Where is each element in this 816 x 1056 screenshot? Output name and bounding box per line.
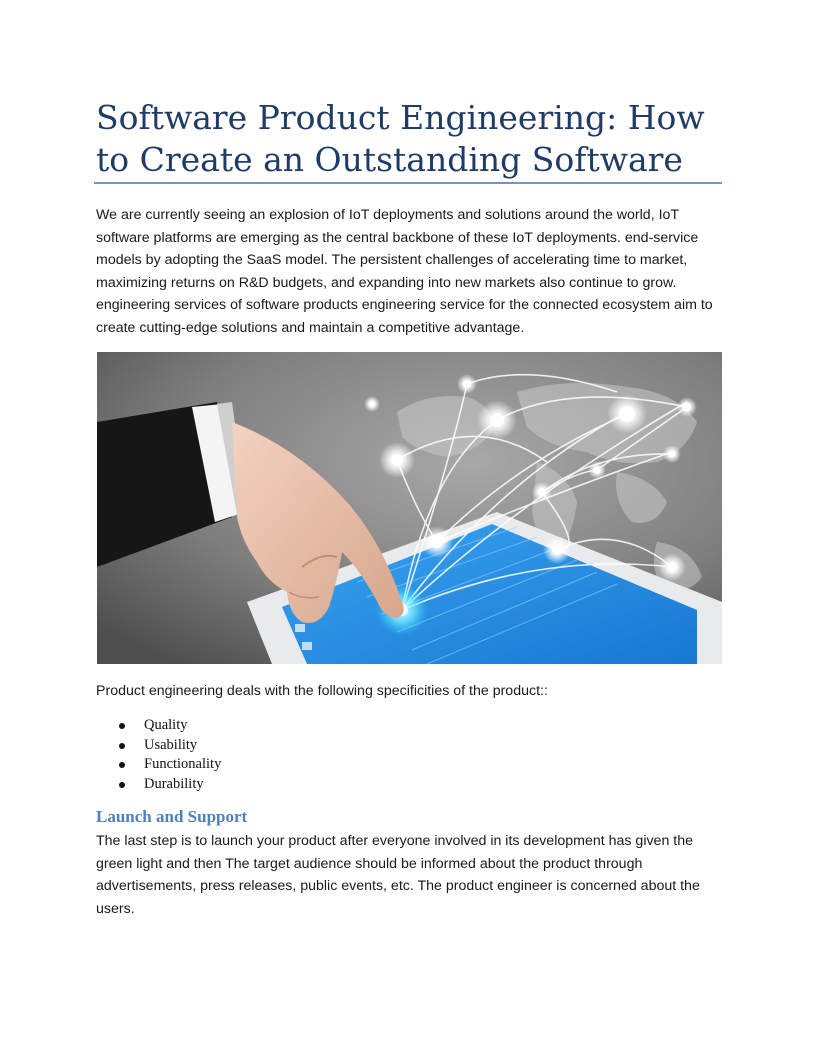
list-item <box>112 775 221 795</box>
bullet-icon <box>119 743 125 749</box>
section-heading: Launch and Support <box>96 807 248 826</box>
list-item-label: Durability <box>144 775 204 792</box>
section-paragraph: The last step is to launch your product after everyone involved in its development has given the green light and then The target audience should be informed about the product through advertisements, press releases, public events, etc. The product engineer is concerned about the users. <box>96 833 700 917</box>
iot-illustration <box>97 352 722 664</box>
list-item-label: Quality <box>144 717 188 733</box>
intro-paragraph: We are currently seeing an explosion of IoT deployments and solutions around the world, IoT software platforms are emerging as the central backbone of these IoT deployments. end-service models by adopting the SaaS model. The persistent challenges of accelerating time to market, maximizing returns on R&D budgets, and expanding into new markets also continue to grow. engineering services of software products engineering service for the connected ecosystem aim to create cutting-edge solutions and maintain a competitive advantage. <box>96 207 713 336</box>
bullet-icon <box>119 723 125 729</box>
document-title: Software Product Engineering: How to Create an Outstanding Software <box>96 98 705 179</box>
bullet-icon <box>119 762 125 768</box>
list-item-label: Functionality <box>144 756 222 773</box>
title-underline <box>94 182 722 184</box>
list-item <box>112 736 221 756</box>
lead-in-text: Product engineering deals with the following specificities of the product:: <box>96 683 548 699</box>
bullet-icon <box>119 782 125 788</box>
list-item <box>112 755 221 775</box>
list-item-label: Usability <box>144 736 198 753</box>
list-item <box>112 716 221 736</box>
specificities-list <box>112 716 221 794</box>
